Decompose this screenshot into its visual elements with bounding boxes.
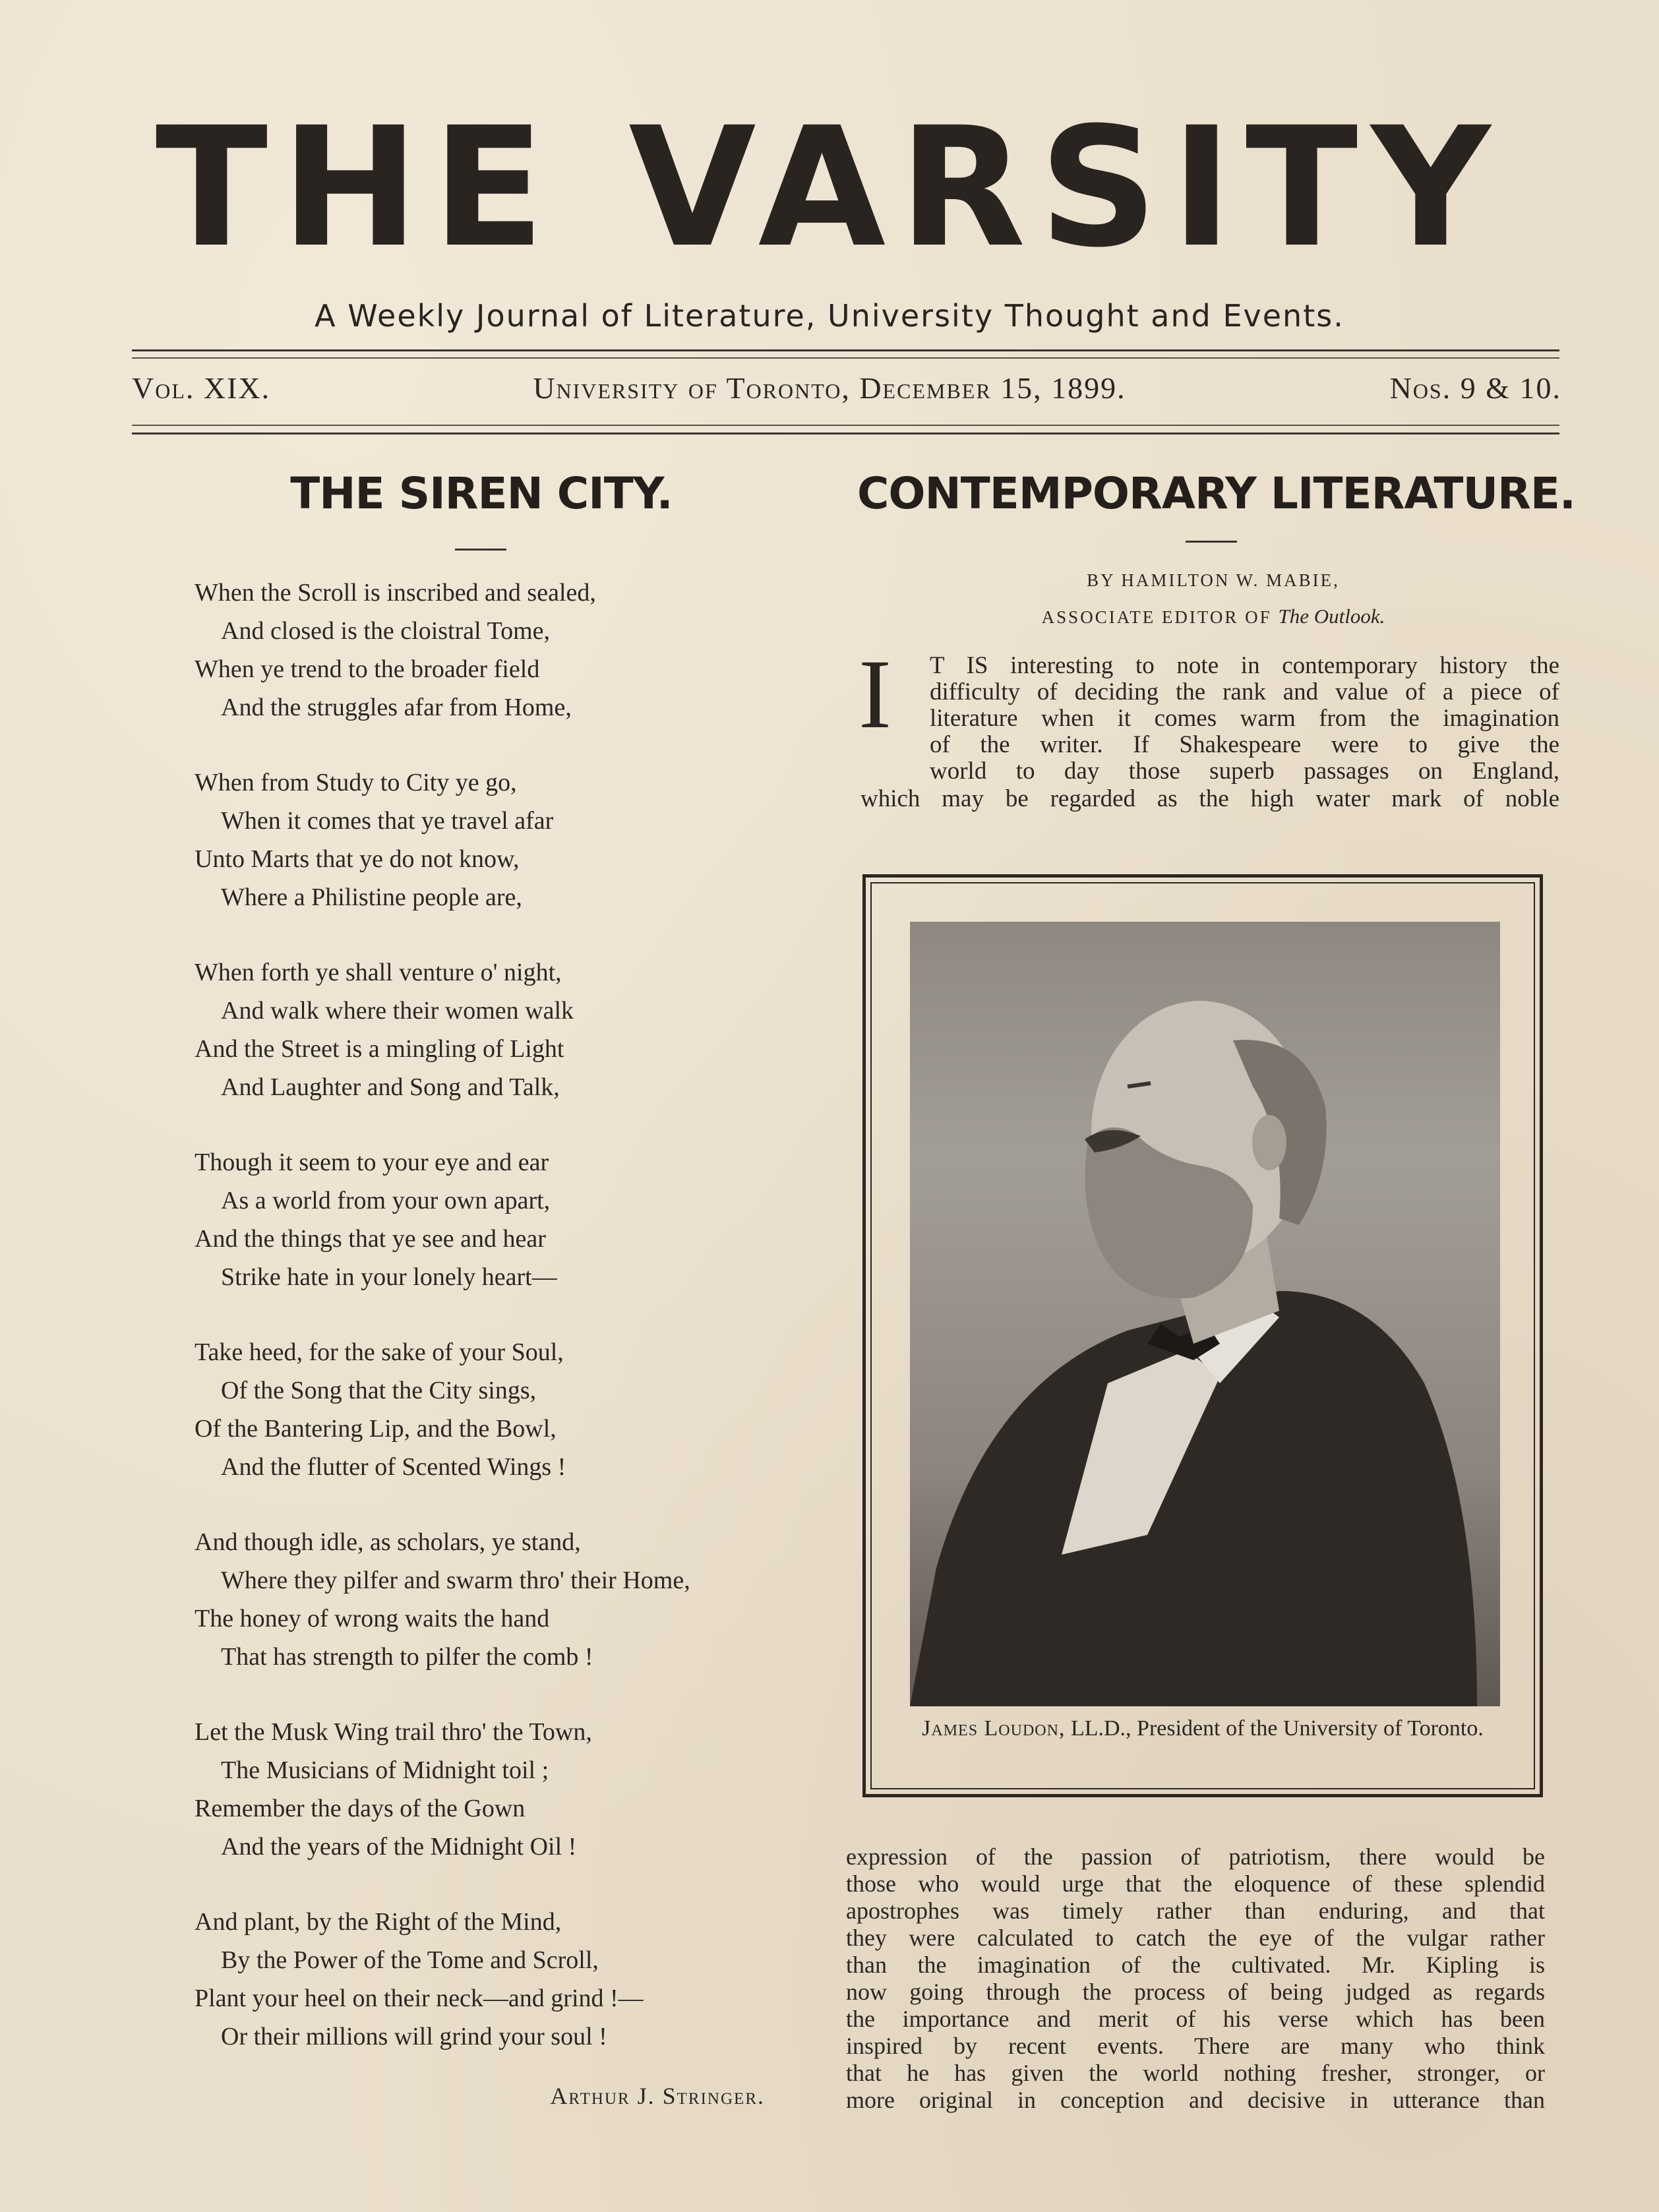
masthead-rule-top: [132, 349, 1559, 351]
poem-line: Or their millions will grind your soul !: [221, 2023, 607, 2050]
poem-line: Let the Musk Wing trail thro' the Town,: [195, 1718, 592, 1746]
article-line: they were calculated to catch the eye of the vulgar rather: [846, 1925, 1545, 1951]
poem-line: When ye trend to the broader field: [195, 655, 540, 683]
poem-line: The honey of wrong waits the hand: [195, 1605, 550, 1632]
volume-number: Vol. XIX.: [132, 371, 271, 405]
article-title-rule: [1186, 541, 1237, 543]
portrait-caption: [862, 1716, 1543, 1741]
publication-name: The Outlook.: [1278, 605, 1385, 628]
poem-line: Of the Bantering Lip, and the Bowl,: [195, 1415, 557, 1443]
poem-line: And Laughter and Song and Talk,: [221, 1073, 560, 1101]
author-role-prefix: ASSOCIATE EDITOR OF: [1041, 607, 1272, 627]
article-line: more original in conception and decisive in utterance than: [846, 2087, 1545, 2113]
poem-line: And the struggles afar from Home,: [221, 694, 572, 721]
poem-line: And though idle, as scholars, ye stand,: [195, 1528, 581, 1556]
article-body-continued: [846, 1843, 1545, 2114]
article-line: difficulty of deciding the rank and value of a piece of: [930, 678, 1559, 705]
poem-stanza: [195, 1333, 841, 1486]
poem-line: Remember the days of the Gown: [195, 1795, 526, 1822]
poem-line: When it comes that ye travel afar: [221, 807, 554, 835]
poem-stanza: [195, 1713, 841, 1866]
issue-date-line: University of Toronto, December 15, 1899.: [533, 371, 1126, 405]
poem-line: Plant your heel on their neck—and grind !—: [195, 1985, 644, 2012]
poem-line: The Musicians of Midnight toil ;: [221, 1756, 549, 1784]
poem-stanza: [195, 1143, 841, 1296]
article-line: those who would urge that the eloquence of these splendid: [846, 1870, 1545, 1897]
article-line: now going through the process of being judged as regards: [846, 1979, 1545, 2005]
article-line: world to day those superb passages on England,: [930, 758, 1559, 785]
article-byline: BY HAMILTON W. MABIE,: [1087, 570, 1340, 590]
caption-name: James Loudon,: [922, 1716, 1066, 1741]
poem-line: Though it seem to your eye and ear: [195, 1149, 549, 1176]
article-line: of the writer. If Shakespeare were to give the: [930, 731, 1559, 758]
article-line: T IS interesting to note in contemporary history the: [930, 652, 1559, 679]
poem-line: Strike hate in your lonely heart—: [221, 1263, 557, 1291]
poem-stanza: [195, 574, 841, 727]
poem-line: And the years of the Midnight Oil !: [221, 1833, 577, 1861]
masthead-subtitle: A Weekly Journal of Literature, University Thought and Events.: [315, 298, 1344, 334]
portrait-figure: [910, 922, 1500, 1706]
poem-line: Where a Philistine people are,: [221, 883, 522, 911]
poem-line: And the things that ye see and hear: [195, 1225, 546, 1253]
article-line: than the imagination of the cultivated. Mr. Kipling is: [846, 1952, 1545, 1978]
poem-line: And walk where their women walk: [221, 997, 574, 1025]
caption-description: LL.D., President of the University of Toronto.: [1065, 1716, 1484, 1741]
poem-line: And the flutter of Scented Wings !: [221, 1453, 566, 1481]
poem-line: Of the Song that the City sings,: [221, 1377, 537, 1404]
poem-line: By the Power of the Tome and Scroll,: [221, 1946, 599, 1974]
poem-body: [195, 574, 841, 2093]
article-line: expression of the passion of patriotism, there would be: [846, 1843, 1545, 1870]
poem-line: Take heed, for the sake of your Soul,: [195, 1338, 564, 1366]
article-author-role: [857, 605, 1569, 628]
poem-line: And closed is the cloistral Tome,: [221, 617, 550, 645]
poem-line: Where they pilfer and swarm thro' their Home,: [221, 1567, 690, 1594]
poem-stanza: [195, 1523, 841, 1676]
article-title: CONTEMPORARY LITERATURE.: [857, 468, 1576, 519]
article-line: apostrophes was timely rather than enduring, and that: [846, 1898, 1545, 1924]
article-line: literature when it comes warm from the imagination: [930, 705, 1559, 732]
drop-cap: I: [859, 640, 891, 749]
poem-line: Unto Marts that ye do not know,: [195, 845, 520, 873]
poem-title: THE SIREN CITY.: [290, 468, 673, 519]
poem-line: When the Scroll is inscribed and sealed,: [195, 579, 596, 607]
article-line: that he has given the world nothing fresher, stronger, or: [846, 2060, 1545, 2086]
poem-line: As a world from your own apart,: [221, 1187, 551, 1214]
article-intro: [930, 653, 1559, 785]
poem-stanza: [195, 763, 841, 916]
poem-line: That has strength to pilfer the comb !: [221, 1643, 593, 1671]
poem-line: And plant, by the Right of the Mind,: [195, 1908, 562, 1936]
poem-stanza: [195, 1903, 841, 2056]
article-line: the importance and merit of his verse which has been: [846, 2006, 1545, 2032]
masthead-rule-bottom: [132, 433, 1559, 434]
issue-numbers: Nos. 9 & 10.: [1389, 371, 1561, 405]
masthead-title: THE VARSITY: [155, 92, 1504, 284]
poem-line: When forth ye shall venture o' night,: [195, 959, 562, 986]
poem-title-rule: [455, 549, 506, 551]
masthead-rule-bottom-inner: [132, 425, 1559, 426]
poem-stanza: [195, 953, 841, 1106]
article-line: inspired by recent events. There are many who think: [846, 2033, 1545, 2059]
poem-author: Arthur J. Stringer.: [550, 2083, 765, 2109]
poem-line: When from Study to City ye go,: [195, 769, 517, 796]
masthead-rule-top-inner: [132, 357, 1559, 359]
poem-line: And the Street is a mingling of Light: [195, 1035, 564, 1063]
article-line: which may be regarded as the high water mark of noble: [860, 785, 1559, 812]
portrait-photo: [910, 922, 1500, 1706]
